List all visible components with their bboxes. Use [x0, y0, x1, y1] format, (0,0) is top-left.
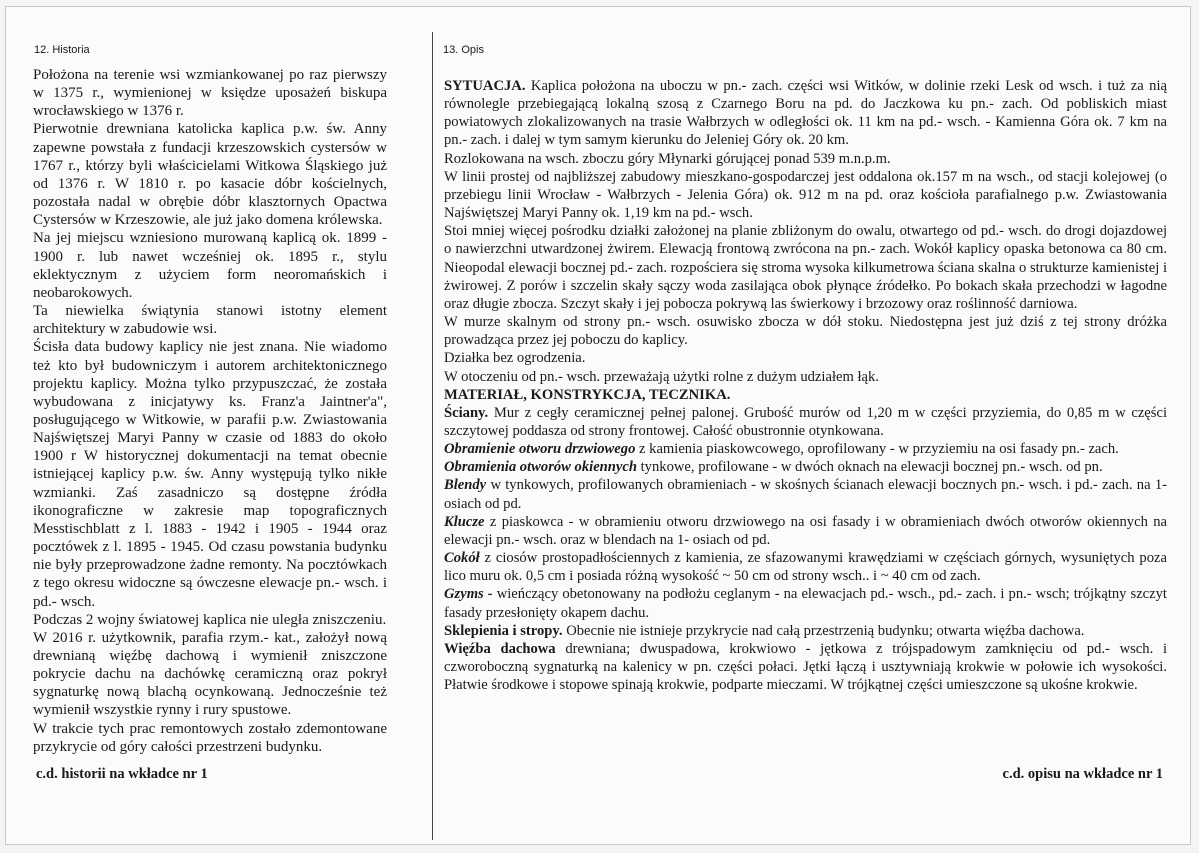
material-item-text: z kamienia piaskowcowego, oprofilowany - w przyziemiu na osi fasady pn.- zach. — [635, 441, 1119, 458]
material-item-text: wieńczący obetonowany na podłożu ceglanym - na elewacjach pd.- wsch., pd.- zach. i pn.- wsch; trójkątny szczyt fasady przesłonięty okapem dachu. — [444, 586, 1167, 621]
material-item-text: Obecnie nie istnieje przykrycie nad całą przestrzenią budynku; otwarta więźba dachowa. — [562, 622, 1085, 639]
section-header-opis: 13. Opis — [443, 44, 484, 56]
section-header-historia: 12. Historia — [34, 44, 90, 56]
material-item — [444, 513, 1167, 549]
material-item-term: Klucze — [444, 513, 485, 530]
material-items — [444, 404, 1167, 695]
material-item-text: w tynkowych, profilowanych obramieniach - w skośnych ścianach elewacji bocznych pn.- wsch. i pd.- zach. na 1- osiach od pd. — [444, 477, 1167, 512]
opis-column — [444, 77, 1167, 694]
sytuacja-paragraph: W otoczeniu od pn.- wsch. przeważają użytki rolne z dużym udziałem łąk. — [444, 368, 879, 385]
material-item — [444, 458, 1167, 476]
sytuacja-paragraph: W murze skalnym od strony pn.- wsch. osuwisko zbocza w dół stoku. Niedostępna jest już dziś z tej strony dróżka prowadząca przez jej poboczu do kaplicy. — [444, 314, 1167, 349]
material-item-term: Ściany. — [444, 404, 489, 421]
material-item-term: Obramienie otworu drzwiowego — [444, 441, 636, 458]
material-item — [444, 549, 1167, 585]
opis-footer: c.d. opisu na wkładce nr 1 — [1002, 766, 1163, 782]
sytuacja-paragraph: Rozlokowana na wsch. zboczu góry Młynarki górującej ponad 539 m.n.p.m. — [444, 150, 891, 167]
material-item-term: Więźba dachowa — [444, 640, 556, 657]
material-item-text: z ciosów prostopadłościennych z kamienia, ze sfazowanymi krawędziami w częściach górnych, wysuniętych poza lico muru ok. 0,5 cm i posiada różną wysokość ~ 50 cm od strony wsch.. i ~ 40 cm od zach. — [444, 550, 1167, 585]
historia-paragraph: Na jej miejscu wzniesiono murowaną kaplicą ok. 1899 - 1900 r. lub nawet wcześniej ok. 1895 r., stylu eklektycznym z użyciem form neoromańskich i neobarokowych. — [33, 230, 387, 301]
sytuacja-paragraph — [444, 77, 1167, 150]
material-item — [444, 585, 1167, 621]
historia-paragraph: Pierwotnie drewniana katolicka kaplica p.w. św. Anny zapewne powstała z fundacji krzeszowskich cystersów w 1767 r., którzy byli właścicielami Witkowa Śląskiego już od 1376 r. W 1810 r. po kasacie dóbr kościelnych, pozostała nadal w obrębie dóbr klasztornych Opactwa Cystersów w Krzeszowie, ale już jako domena królewska. — [33, 121, 387, 229]
material-item — [444, 622, 1167, 640]
historia-paragraph: Podczas 2 wojny światowej kaplica nie uległa zniszczeniu. — [33, 611, 387, 628]
sytuacja-paragraph: W linii prostej od najbliższej zabudowy mieszkano-gospodarczej jest oddalona ok.157 m na wsch., od stacji kolejowej (o przebiegu linii Wrocław - Wałbrzych - Jelenia Góra) ok. 912 m na pd. oraz kościoła parafialnego p.w. Zwiastowania Najświętszej Maryi Panny ok. 1,19 km na pd.- wsch. — [444, 168, 1167, 222]
historia-paragraph: W trakcie tych prac remontowych zostało zdemontowane przykrycie od góry całości przestrzeni budynku. — [33, 720, 387, 755]
material-item — [444, 640, 1167, 694]
sytuacja-paragraph: Działka bez ogrodzenia. — [444, 350, 586, 367]
historia-paragraph: W 2016 r. użytkownik, parafia rzym.- kat., założył nową drewnianą więźbę dachową i wymienił zniszczone pokrycie dachu na dachówkę ceramiczną oraz pokrył sygnaturkę nową blachą ocynkowaną. Jednocześnie też wymienił wszystkie rynny i rury spustowe. — [33, 629, 387, 719]
material-item-term: Sklepienia i stropy. — [444, 622, 563, 639]
material-item-text: tynkowe, profilowane - w dwóch oknach na elewacji bocznej pn.- wsch. od pn. — [636, 459, 1103, 476]
material-item-term: Obramienia otworów okiennych — [444, 459, 637, 476]
historia-column — [33, 66, 387, 756]
material-item — [444, 476, 1167, 512]
sytuacja-heading: SYTUACJA. — [444, 78, 526, 94]
material-item-text: drewniana; dwuspadowa, krokwiowo - jętkowa z trójspadowym zamknięciu od pd.- wsch. i czworoboczną sygnaturką na kalenicy w pn. części połaci. Jętki łączą i usztywniają krokwie w połowie ich wysokości. Płatwie środkowe i stopowe spinają krokwie, podparte mieczami. W trójkątnej części umieszczone są ukośne krokwie. — [444, 640, 1167, 694]
historia-paragraph: Położona na terenie wsi wzmiankowanej po raz pierwszy w 1375 r., wymienionej w księdze uposażeń biskupa wrocławskiego w 1376 r. — [33, 67, 387, 120]
material-item — [444, 440, 1167, 458]
material-item-term: Blendy — [444, 477, 487, 494]
material-item-term: Cokół — [444, 550, 480, 567]
material-heading: MATERIAŁ, KONSTRYKCJA, TECZNIKA. — [444, 386, 731, 403]
material-item-term: Gzyms - — [444, 586, 493, 603]
sytuacja-paragraph: Stoi mniej więcej pośrodku działki założonej na planie zbliżonym do owalu, otwartego od pd.- wsch. do drogi dojazdowej o nawierzchni utwardzonej żwirem. Elewacją frontową zwrócona na pn.- zach. Wokół kaplicy opaska betonowa ca 80 cm. Nieopodal elewacji bocznej pd.- zach. rozpościera się stroma wysoka kilkumetrowa ściana skalna o strukturze kamienistej i żwirowej. Z porów i szczelin skały sączy woda zasilająca obok płynące źródełko. Po bokach skała przechodzi w łagodne oraz długie zbocza. Szczyt skały i jej pobocza pokrywą las świerkowy i brzozowy oraz roślinność darniowa. — [444, 223, 1167, 312]
historia-footer: c.d. historii na wkładce nr 1 — [36, 766, 208, 782]
material-item-text: z piaskowca - w obramieniu otworu drzwiowego na osi fasady i w obramieniach dwóch otworów okiennych na elewacji pn.- wsch. oraz w blendach na 1- osiach od pd. — [444, 513, 1167, 548]
historia-paragraph: Ta niewielka świątynia stanowi istotny element architektury w zabudowie wsi. — [33, 303, 387, 338]
material-item-text: Mur z cegły ceramicznej pełnej palonej. Grubość murów od 1,20 m w części przyziemia, do 0,85 m w części szczytowej poddasza od strony frontowej. Całość obustronnie otynkowana. — [444, 404, 1167, 439]
column-divider — [432, 32, 433, 840]
sytuacja-text: Kaplica położona na uboczu w pn.- zach. części wsi Witków, w dolinie rzeki Lesk od wsch. i tuż za nią równolegle przebiegającą lokalną szosą z Czarnego Boru na pd. do Jaczkowa ku pn.- zach. Od pobliskich miast powiatowych zlokalizowanych na trasie Wałbrzych w odległości ok. 11 km na pd.- wsch. - Kamienna Góra ok. 7 km na pn.- zach. i dalej w tym samym kierunku do Jeleniej Góry ok. 20 km. — [444, 78, 1167, 149]
material-item — [444, 404, 1167, 440]
historia-paragraph: Ścisła data budowy kaplicy nie jest znana. Nie wiadomo też kto był budowniczym i autorem architektonicznego projektu kaplicy. Można tylko przypuszczać, że została wybudowana z inicjatywy ks. Franz'a Jaintner'a", posługującego w Witkowie, w parafii p.w. Zwiastowania Najświętszej Maryi Panny w czasie od 1883 do około 1900 r W historycznej dokumentacji na temat obecnie istniejącej kaplicy p.w. św. Anny występują tylko nikłe wzmianki. Zaś zasadniczo są dostępne źródła ikonograficzne w zakresie map topograficznych Messtischblatt z l. 1883 - 1942 i 1905 - 1944 oraz pocztówek z l. 1895 - 1945. Od czasu powstania budynku nie były przeprowadzone żadne remonty. Na pocztówkach z tego okresu widoczne są ówczesne elewacje pn.- wsch. i pd.- wsch. — [33, 339, 387, 610]
